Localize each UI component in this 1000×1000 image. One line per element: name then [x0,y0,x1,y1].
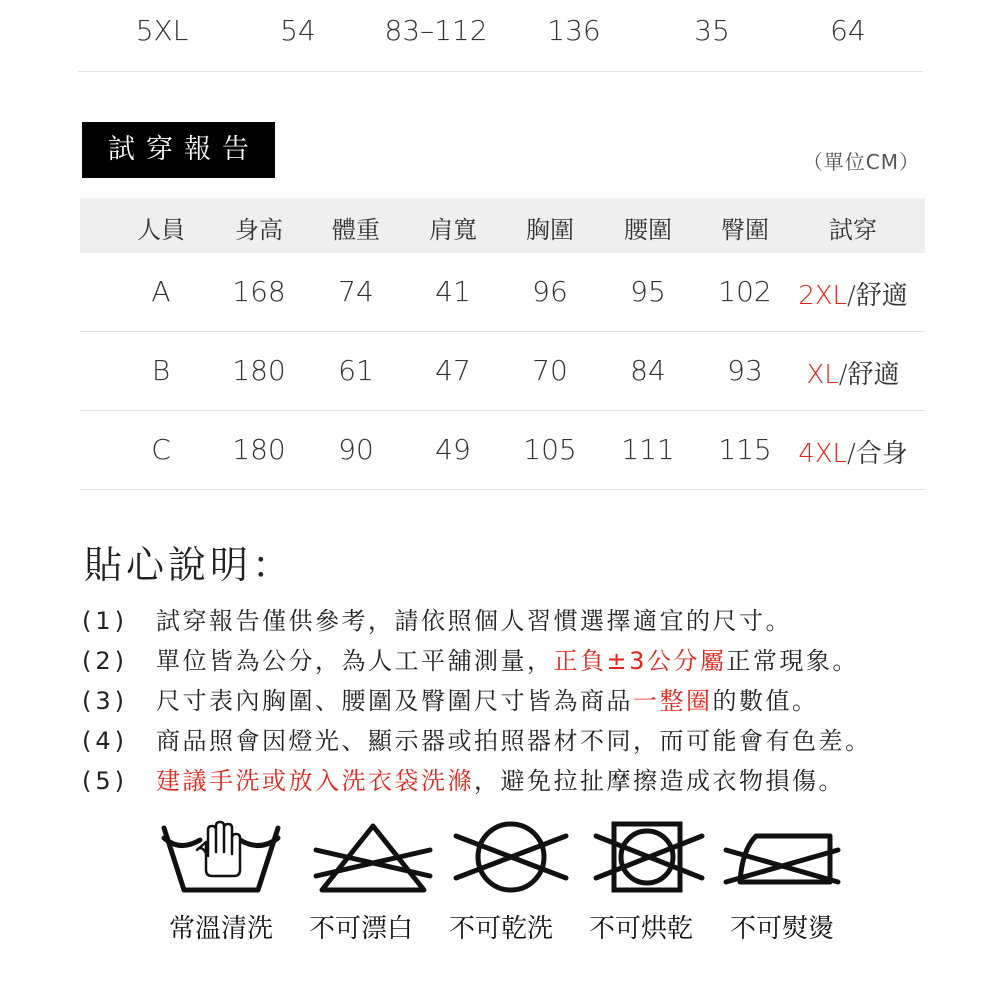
weight-cell: 61 [338,354,374,387]
try-on-cell [798,433,908,470]
height-cell: 168 [232,275,286,308]
hip-cell: 102 [718,275,772,308]
col-header: 腰圍 [624,216,672,244]
waist-cell: 95 [630,275,666,308]
note-text: 的數值。 [712,687,819,715]
note-number: (2) [82,647,128,675]
try-size: 2XL [798,281,848,311]
note-text: 商品照會因燈光、顯示器或拍照器材不同，而可能會有色差。 [156,727,872,755]
note-text: 試穿報告僅供參考，請依照個人習慣選擇適宜的尺寸。 [156,607,792,635]
note-highlight: 建議手洗或放入洗衣袋洗滌 [156,767,474,795]
table-row [80,253,925,332]
waist-cell: 84 [630,354,666,387]
try-size: XL [806,360,839,390]
no-bleach-icon [312,820,434,894]
note-number: (3) [82,687,128,715]
size-value-cell: 136 [547,14,601,47]
try-fit: /合身 [847,439,908,469]
try-fit: /舒適 [838,360,900,390]
height-cell: 180 [232,354,286,387]
note-text: 正常現象。 [726,647,859,675]
size-value-cell: 35 [694,14,730,47]
col-header: 試穿 [829,216,877,244]
note-item [82,766,872,806]
col-header: 胸圍 [526,216,574,244]
weight-cell: 74 [338,275,374,308]
table-row [80,332,925,411]
no-iron-icon [722,820,844,894]
note-item [82,686,872,726]
notes-list [82,606,872,806]
weight-cell: 90 [338,433,374,466]
person-cell: B [151,354,171,387]
note-number: (4) [82,727,128,755]
table-header [80,198,925,253]
col-header: 臀圍 [721,216,769,244]
note-highlight: 正負±3公分屬 [553,647,727,675]
fitting-report-title: 試穿報告 [82,122,275,178]
size-value-cell: 83–112 [384,14,488,47]
person-cell: C [151,433,171,466]
note-item [82,726,872,766]
note-number: (1) [82,607,128,635]
size-chart-row-5xl [78,0,923,72]
col-header: 人員 [137,216,185,244]
care-label-no-tumble-dry: 不可烘乾 [588,914,694,944]
note-number: (5) [82,767,128,795]
size-value-cell: 64 [830,14,866,47]
unit-label: （單位CM） [802,150,920,174]
shoulder-cell: 41 [435,275,471,308]
note-highlight: 一整圈 [633,687,713,715]
person-cell: A [151,275,171,308]
shoulder-cell: 47 [435,354,471,387]
hip-cell: 115 [718,433,772,466]
col-header: 身高 [235,216,283,244]
chest-cell: 70 [532,354,568,387]
try-on-cell [806,354,899,391]
height-cell: 180 [232,433,286,466]
hip-cell: 93 [727,354,763,387]
care-label-no-iron: 不可熨燙 [729,914,835,944]
size-cell: 5XL [135,14,189,47]
care-label-hand-wash: 常溫清洗 [168,914,274,944]
try-fit: /舒適 [847,281,908,311]
care-label-no-bleach: 不可漂白 [308,914,414,944]
table-row [80,411,925,490]
note-text: 單位皆為公分，為人工平舖測量， [156,647,554,675]
col-header: 肩寬 [429,216,477,244]
no-tumble-dry-icon [590,820,712,894]
waist-cell: 111 [621,433,675,466]
note-text: ，避免拉扯摩擦造成衣物損傷。 [474,767,845,795]
chest-cell: 96 [532,275,568,308]
size-value-cell: 54 [280,14,316,47]
chest-cell: 105 [523,433,577,466]
care-label-no-dry-clean: 不可乾洗 [448,914,554,944]
try-on-cell [798,275,908,312]
note-item [82,606,872,646]
notes-title: 貼心說明： [84,543,295,587]
try-size: 4XL [798,439,848,469]
no-dry-clean-icon [450,820,572,894]
hand-wash-icon [160,820,282,894]
note-text: 尺寸表內胸圍、腰圍及臀圍尺寸皆為商品 [156,687,633,715]
note-item [82,646,872,686]
fitting-report-table [80,198,925,490]
col-header: 體重 [332,216,380,244]
shoulder-cell: 49 [435,433,471,466]
